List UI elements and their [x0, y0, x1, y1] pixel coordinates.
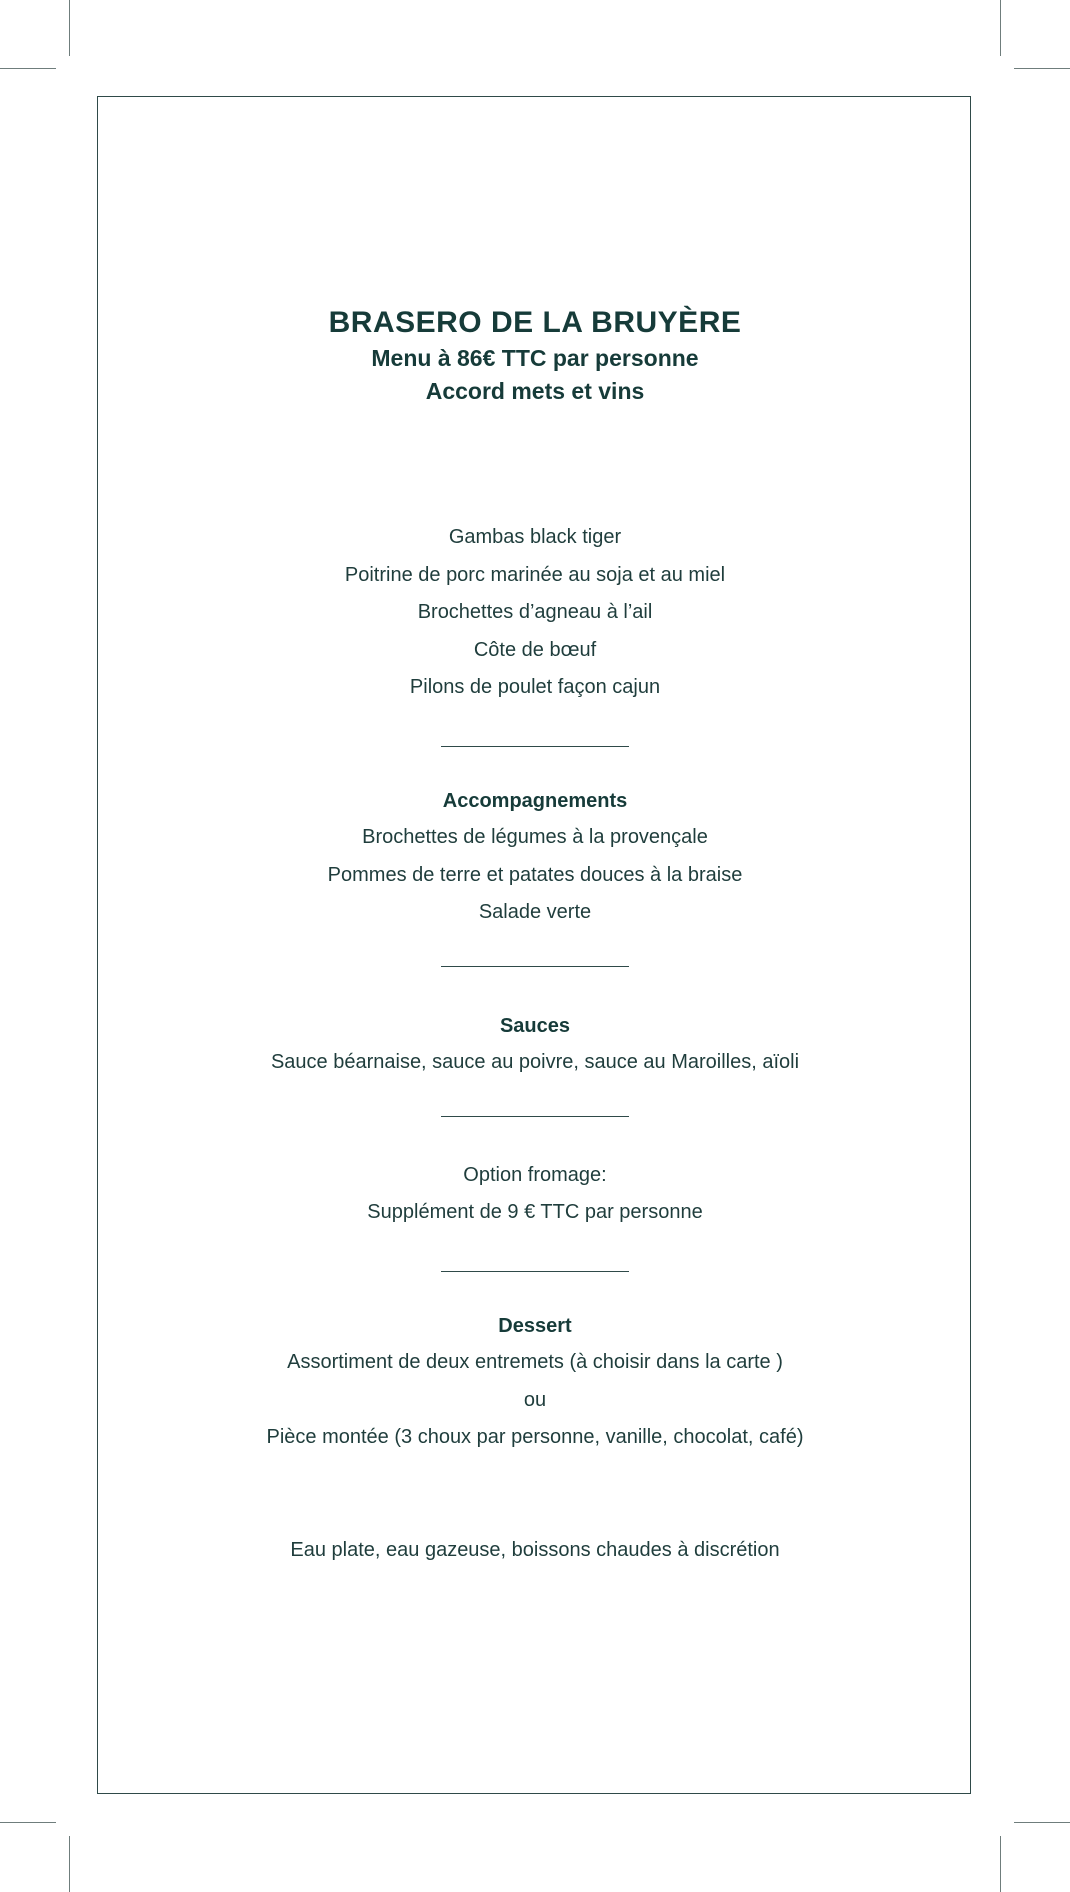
grill-item: Côte de bœuf: [473, 639, 597, 661]
section-divider: [441, 746, 629, 747]
grill-item: Pilons de poulet façon cajun: [409, 676, 661, 698]
cheese-option-label: Option fromage:: [463, 1164, 607, 1186]
cheese-supplement: Supplément de 9 € TTC par personne: [367, 1201, 703, 1223]
grill-item: Brochettes d’agneau à l’ail: [417, 601, 653, 623]
dessert-heading: Dessert: [498, 1315, 572, 1337]
sides-heading: Accompagnements: [442, 790, 628, 812]
crop-mark-top-right-vertical: [1000, 0, 1001, 56]
section-divider: [441, 1116, 629, 1117]
grill-item: Poitrine de porc marinée au soja et au miel: [344, 564, 726, 586]
dessert-item: Assortiment de deux entremets (à choisir dans la carte ): [287, 1351, 783, 1373]
section-divider: [441, 1271, 629, 1272]
crop-mark-top-left-horizontal: [0, 68, 56, 69]
crop-mark-bottom-left-vertical: [69, 1836, 70, 1892]
grill-item: Gambas black tiger: [448, 526, 622, 548]
wine-pairing-line: Accord mets et vins: [425, 378, 645, 404]
price-line: Menu à 86€ TTC par personne: [371, 345, 699, 371]
crop-mark-bottom-right-vertical: [1000, 1836, 1001, 1892]
crop-mark-bottom-right-horizontal: [1014, 1822, 1070, 1823]
side-item: Salade verte: [478, 901, 592, 923]
crop-mark-top-left-vertical: [69, 0, 70, 56]
drinks-line: Eau plate, eau gazeuse, boissons chaudes à discrétion: [290, 1539, 780, 1561]
side-item: Pommes de terre et patates douces à la braise: [327, 864, 743, 886]
dessert-separator: ou: [523, 1389, 547, 1411]
menu-title: BRASERO DE LA BRUYÈRE: [328, 306, 742, 339]
crop-mark-top-right-horizontal: [1014, 68, 1070, 69]
crop-mark-bottom-left-horizontal: [0, 1822, 56, 1823]
sauces-list: Sauce béarnaise, sauce au poivre, sauce au Maroilles, aïoli: [270, 1051, 800, 1073]
side-item: Brochettes de légumes à la provençale: [362, 826, 708, 848]
sauces-heading: Sauces: [499, 1015, 571, 1037]
dessert-item: Pièce montée (3 choux par personne, vanille, chocolat, café): [266, 1426, 804, 1448]
section-divider: [441, 966, 629, 967]
